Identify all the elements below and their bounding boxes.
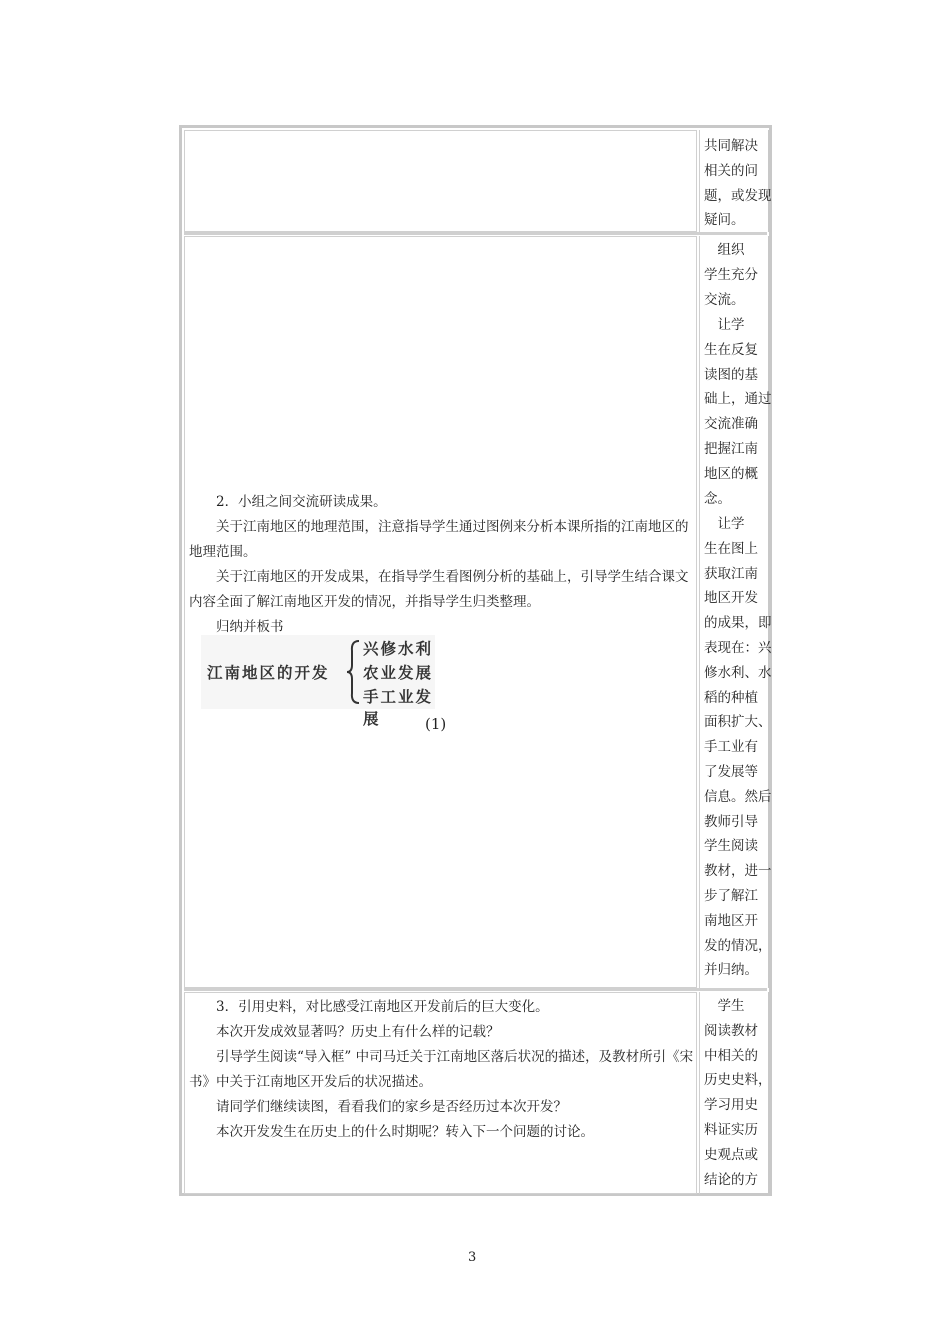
- paragraph-board-note: 归纳并板书: [216, 619, 284, 635]
- row2-side-text-2: 让学 生在反复 读图的基 础上，通过 交流准确 把握江南 地区的概 念。: [704, 317, 772, 507]
- diagram-item-handicraft: 手工业发展: [363, 688, 434, 728]
- row1-side-cell: [699, 130, 771, 232]
- table-row-3: [184, 992, 772, 1194]
- row-separator: [184, 988, 767, 991]
- row3-side-cell: [699, 992, 771, 1194]
- row3-main-cell: [184, 992, 697, 1194]
- paragraph-transition: 本次开发发生在历史上的什么时期呢？转入下一个问题的讨论。: [216, 1124, 594, 1140]
- development-summary-diagram: [201, 635, 435, 728]
- figure-label: (1): [425, 715, 447, 733]
- diagram-root-label: 江南地区的开发: [207, 664, 330, 682]
- row3-side-text: 学生 阅读教材 中相关的 历史史料， 学习用史 料证实历 史观点或 结论的方: [704, 998, 772, 1188]
- paragraph-question: 本次开发成效显著吗？历史上有什么样的记载？: [216, 1024, 500, 1040]
- row2-side-cell: [699, 236, 771, 988]
- row1-main-cell: [184, 130, 697, 232]
- paragraph-sources: 引导学生阅读“导入框” 中司马迁关于江南地区落后状况的描述，及教材所引《宋书》中关于江南地区开发后的状况描述。: [189, 1049, 694, 1090]
- row2-main-cell: [184, 236, 697, 988]
- paragraph-development: 关于江南地区的开发成果，在指导学生看图例分析的基础上，引导学生结合课文内容全面了解江南地区开发的情况，并指导学生归类整理。: [189, 569, 689, 610]
- paragraph-geography: 关于江南地区的地理范围，注意指导学生通过图例来分析本课所指的江南地区的地理范围。: [189, 519, 689, 560]
- diagram-item-agriculture: 农业发展: [363, 664, 434, 682]
- page-number: 3: [468, 1250, 477, 1265]
- diagram-item-water: 兴修水利: [363, 640, 434, 658]
- row2-side-text-1: 组织 学生充分 交流。: [704, 242, 758, 308]
- row-separator: [184, 232, 767, 235]
- table-row-1: [184, 130, 772, 232]
- lesson-table: [179, 125, 772, 1196]
- section-3-heading: 3．引用史料，对比感受江南地区开发前后的巨大变化。: [216, 999, 549, 1015]
- row1-side-text: 共同解决 相关的问 题，或发现 疑问。: [704, 138, 772, 229]
- paragraph-hometown: 请同学们继续读图，看看我们的家乡是否经历过本次开发？: [216, 1099, 567, 1115]
- section-2-heading: 2．小组之间交流研读成果。: [216, 494, 387, 510]
- table-row-2: [184, 236, 772, 988]
- row2-side-text-3: 让学 生在图上 获取江南 地区开发 的成果，即 表现在：兴 修水利、水 稻的种植 面积扩大、 手工业有 了发展等 信息。然后 教师引导 学生阅读 教材，进一 步了解江 南地区开 发的情况， 并归纳。: [704, 516, 772, 979]
- brace-icon: [345, 639, 361, 705]
